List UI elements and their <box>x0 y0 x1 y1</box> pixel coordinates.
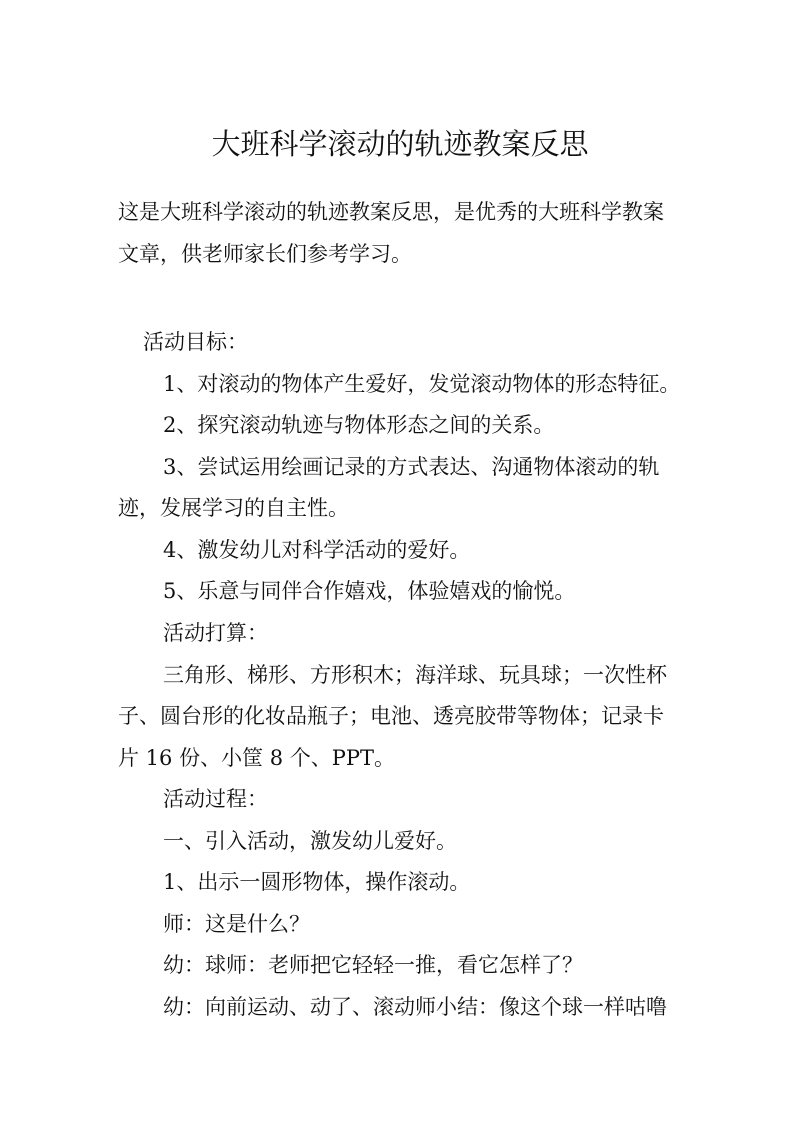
goal-item-3: 3、尝试运用绘画记录的方式表达、沟通物体滚动的轨 <box>163 455 660 479</box>
goal-item-1: 1、对滚动的物体产生爱好，发觉滚动物体的形态特征。 <box>163 372 681 396</box>
process-step-1: 一、引入活动，激发幼儿爱好。 <box>163 829 457 853</box>
heading-activity-goals: 活动目标： <box>143 330 248 354</box>
heading-activity-process: 活动过程： <box>163 787 268 811</box>
dialogue-line-1: 师：这是什么？ <box>163 912 310 936</box>
goal-item-4: 4、激发幼儿对科学活动的爱好。 <box>163 538 471 562</box>
dialogue-line-2: 幼：球师：老师把它轻轻一推，看它怎样了？ <box>163 953 583 977</box>
document-title: 大班科学滚动的轨迹教案反思 <box>211 127 589 161</box>
process-step-1-1: 1、出示一圆形物体，操作滚动。 <box>163 870 471 894</box>
goal-item-5: 5、乐意与同伴合作嬉戏，体验嬉戏的愉悦。 <box>163 579 576 603</box>
intro-line-2: 文章，供老师家长们参考学习。 <box>118 242 412 266</box>
dialogue-line-3: 幼：向前运动、动了、滚动师小结：像这个球一样咕噜 <box>163 995 667 1019</box>
goal-item-3-continued: 迹，发展学习的自主性。 <box>118 496 349 520</box>
preparation-line-3: 片 16 份、小筐 8 个、PPT。 <box>118 746 396 770</box>
preparation-line-2: 子、圆台形的化妆品瓶子；电池、透亮胶带等物体；记录卡 <box>118 704 664 728</box>
intro-line-1: 这是大班科学滚动的轨迹教案反思，是优秀的大班科学教案 <box>118 200 664 224</box>
preparation-line-1: 三角形、梯形、方形积木；海洋球、玩具球；一次性杯 <box>163 663 667 687</box>
goal-item-2: 2、探究滚动轨迹与物体形态之间的关系。 <box>163 413 555 437</box>
heading-activity-preparation: 活动打算： <box>163 621 268 645</box>
